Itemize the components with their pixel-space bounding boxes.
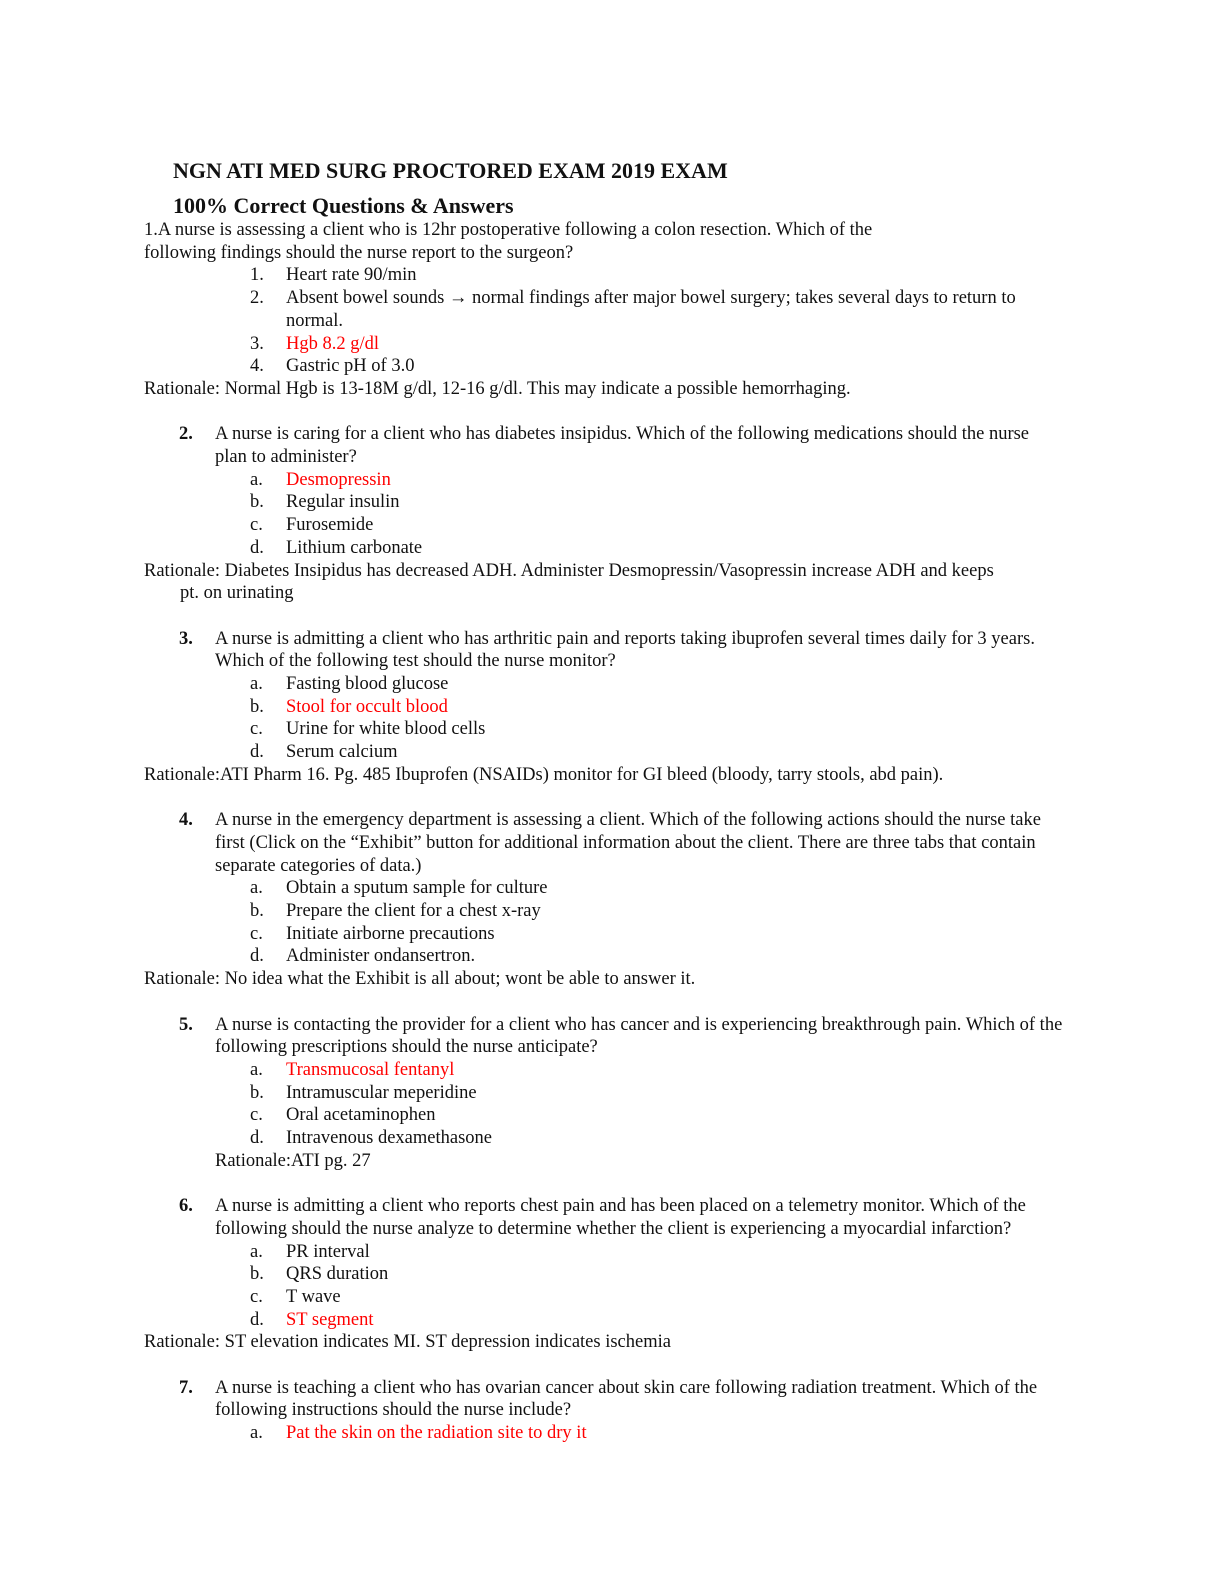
question-1-text-line2: following findings should the nurse report to the surgeon? — [144, 242, 574, 263]
question-4 — [0, 809, 1224, 991]
question-6-correct-option: d. ST segment — [250, 1309, 374, 1330]
question-6-option: b. QRS duration — [250, 1264, 389, 1285]
question-4-rationale: Rationale: No idea what the Exhibit is all about; wont be able to answer it. — [144, 969, 696, 990]
question-3-text: 3. A nurse is admitting a client who has arthritic pain and reports taking ibuprofen several times daily for 3 years. Which of the following test should the nurse monitor? — [179, 628, 1035, 672]
question-4-option: a. Obtain a sputum sample for culture — [250, 878, 548, 899]
question-2-rationale-line2: pt. on urinating — [180, 583, 294, 604]
question-6-text: 6. A nurse is admitting a client who reports chest pain and has been placed on a telemetry monitor. Which of the following should the nurse analyze to determine whether the client is experiencing a myocardial infarction? — [179, 1196, 1026, 1239]
question-3 — [0, 628, 1224, 787]
question-3-option: c. Urine for white blood cells — [250, 719, 486, 740]
question-4-option: b. Prepare the client for a chest x-ray — [250, 901, 541, 922]
question-7-correct-option: a. Pat the skin on the radiation site to dry it — [250, 1423, 587, 1444]
question-1-option: 1. Heart rate 90/min — [250, 265, 417, 286]
question-4-text: 4. A nurse in the emergency department is assessing a client. Which of the following actions should the nurse take first (Click on the “Exhibit” button for additional information about the client. There are three tabs that contain separate categories of data.) — [179, 810, 1041, 876]
question-2-option: d. Lithium carbonate — [250, 537, 423, 558]
question-6-option: c. T wave — [250, 1286, 341, 1307]
question-5-correct-option: a. Transmucosal fentanyl — [250, 1059, 455, 1080]
question-6-option: a. PR interval — [250, 1241, 370, 1262]
page-subtitle: 100% Correct Questions & Answers — [173, 193, 514, 218]
question-1-correct-option: 3. Hgb 8.2 g/dl — [250, 333, 380, 354]
question-6-rationale: Rationale: ST elevation indicates MI. ST depression indicates ischemia — [144, 1332, 671, 1353]
question-2-text: 2. A nurse is caring for a client who has diabetes insipidus. Which of the following medications should the nurse plan to administer? — [179, 424, 1030, 468]
question-1-option: 4. Gastric pH of 3.0 — [250, 356, 415, 377]
document-body — [0, 219, 1224, 1445]
question-5 — [0, 1014, 1224, 1173]
question-5-text: 5. A nurse is contacting the provider for a client who has cancer and is experiencing breakthrough pain. Which of the following prescriptions should the nurse anticipate? — [179, 1014, 1063, 1058]
question-3-correct-option: b. Stool for occult blood — [250, 696, 448, 717]
question-3-rationale: Rationale:ATI Pharm 16. Pg. 485 Ibuprofen (NSAIDs) monitor for GI bleed (bloody, tarry stools, abd pain). — [144, 764, 944, 785]
question-4-option: d. Administer ondansertron. — [250, 946, 476, 967]
question-7 — [0, 1377, 1224, 1445]
question-1-option: 2. Absent bowel sounds → normal findings after major bowel surgery; takes several days to return to normal. — [250, 288, 1016, 331]
question-2-option: b. Regular insulin — [250, 492, 400, 513]
page-title: NGN ATI MED SURG PROCTORED EXAM 2019 EXAM — [173, 158, 728, 183]
question-3-option: d. Serum calcium — [250, 742, 398, 763]
question-2 — [0, 423, 1224, 605]
question-7-text: 7. A nurse is teaching a client who has ovarian cancer about skin care following radiation treatment. Which of the following instructions should the nurse include? — [179, 1377, 1038, 1421]
question-5-option: c. Oral acetaminophen — [250, 1105, 436, 1126]
question-2-rationale-line1: Rationale: Diabetes Insipidus has decreased ADH. Administer Desmopressin/Vasopressin increase ADH and keeps — [144, 560, 994, 581]
question-5-option: b. Intramuscular meperidine — [250, 1082, 477, 1103]
question-1-text-line1: 1.A nurse is assessing a client who is 12hr postoperative following a colon resection. Which of the — [144, 220, 873, 240]
question-5-rationale: Rationale:ATI pg. 27 — [215, 1150, 371, 1171]
question-5-option: d. Intravenous dexamethasone — [250, 1128, 492, 1149]
question-3-option: a. Fasting blood glucose — [250, 674, 449, 695]
question-2-correct-option: a. Desmopressin — [250, 469, 391, 490]
question-4-option: c. Initiate airborne precautions — [250, 923, 495, 944]
question-1 — [0, 219, 1224, 401]
question-1-rationale: Rationale: Normal Hgb is 13-18M g/dl, 12-16 g/dl. This may indicate a possible hemorrhaging. — [144, 378, 851, 399]
question-2-option: c. Furosemide — [250, 515, 374, 536]
question-6 — [0, 1195, 1224, 1354]
